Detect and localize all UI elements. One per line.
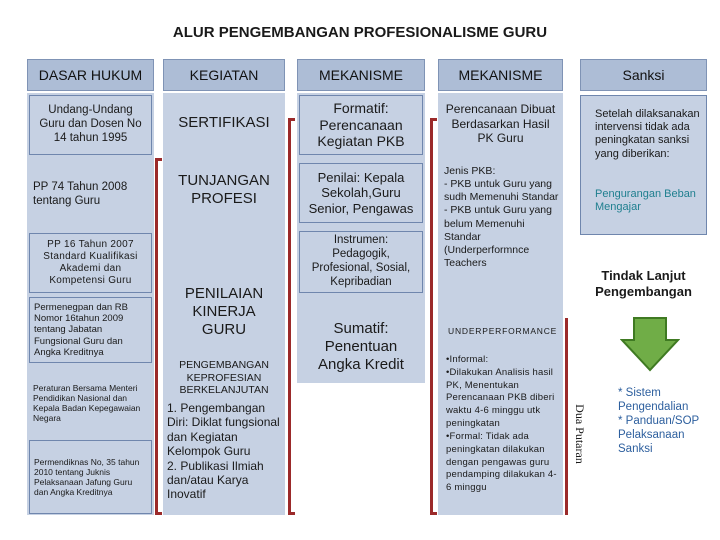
header-mekanisme-1: MEKANISME [297, 59, 425, 91]
underperformance-title: UNDERPERFORMANCE [448, 326, 558, 336]
mekanisme-perencanaan: Perencanaan Dibuat Berdasarkan Hasil PK Guru [445, 102, 556, 146]
connector-notch [430, 118, 437, 121]
dasar-hukum-uu-guru-dosen: Undang-Undang Guru dan Dosen No 14 tahun 1995 [29, 95, 152, 155]
page-title: ALUR PENGEMBANGAN PROFESIONALISME GURU [172, 24, 548, 41]
down-arrow-icon [620, 316, 680, 372]
mekanisme-sumatif: Sumatif: Penentuan Angka Kredit [318, 320, 404, 373]
sanksi-setelah: Setelah dilaksanakan intervensi tidak ada peningkatan sanksi yang diberikan: [595, 108, 700, 160]
dasar-hukum-permenegpan: Permenegpan dan RB Nomor 16tahun 2009 tentang Jabatan Fungsional Guru dan Angka Kreditnya [29, 297, 152, 363]
mekanisme-penilai: Penilai: Kepala Sekolah,Guru Senior, Pengawas [299, 163, 423, 223]
mekanisme-formatif: Formatif: Perencanaan Kegiatan PKB [299, 95, 423, 155]
connector-line-right [430, 120, 433, 515]
sistem-pengendalian: * Sistem Pengendalian * Panduan/SOP Pelaksanaan Sanksi [618, 387, 699, 456]
connector-line-underperformance [565, 318, 568, 515]
kegiatan-pkb-title: PENGEMBANGAN KEPROFESIAN BERKELANJUTAN [179, 359, 269, 397]
header-sanksi: Sanksi [580, 59, 707, 91]
dasar-hukum-pp-16: PP 16 Tahun 2007 Standard Kualifikasi Akademi dan Kompetensi Guru [29, 233, 152, 293]
mekanisme-jenis-pkb: Jenis PKB: - PKB untuk Guru yang sudh Memenuhi Standar - PKB untuk Guru yang belum Memenuhi Standar (Underperformnce Teachers [444, 165, 559, 269]
connector-notch [288, 118, 295, 121]
underperformance-items: •Informal: •Dilakukan Analisis hasil PK, Menentukan Perencanaan PKB diberi waktu 4-6 minggu utk peningkatan •Formal: Tidak ada peningkatan dilakukan dengan pengawas guru pendamping dilakukan 4- 6 minggu [446, 354, 557, 494]
dua-putaran-label: Dua Putaran [573, 404, 587, 464]
sanksi-pengurangan-beban: Pengurangan Beban Mengajar [595, 188, 696, 214]
connector-notch [288, 512, 295, 515]
mekanisme-instrumen: Instrumen: Pedagogik, Profesional, Sosial, Kepribadian [299, 231, 423, 293]
connector-notch [155, 158, 162, 161]
kegiatan-sertifikasi: SERTIFIKASI [178, 114, 270, 131]
header-mekanisme-2: MEKANISME [438, 59, 563, 91]
sanksi-box [580, 95, 707, 235]
kegiatan-tunjangan-profesi: TUNJANGAN PROFESI [178, 172, 270, 207]
connector-notch [155, 512, 162, 515]
connector-line-middle [288, 120, 291, 515]
kegiatan-pkb-items: 1. Pengembangan Diri: Diklat fungsional dan Kegiatan Kelompok Guru 2. Publikasi Ilmiah dan/atau Karya Inovatif [167, 401, 280, 502]
connector-notch [430, 512, 437, 515]
dasar-hukum-pp-74: PP 74 Tahun 2008 tentang Guru [33, 181, 128, 207]
header-kegiatan: KEGIATAN [163, 59, 285, 91]
kegiatan-penilaian-kinerja: PENILAIAN KINERJA GURU [184, 285, 264, 338]
tindak-lanjut-pengembangan: Tindak Lanjut Pengembangan [595, 268, 692, 299]
header-dasar-hukum: DASAR HUKUM [27, 59, 154, 91]
connector-line-left [155, 160, 158, 515]
dasar-hukum-peraturan-bersama: Peraturan Bersama Menteri Pendidikan Nasional dan Kepala Badan Kepegawaian Negara [33, 382, 141, 424]
dasar-hukum-permendiknas-35: Permendiknas No, 35 tahun 2010 tentang Juknis Pelaksanaan Jafung Guru dan Angka Kreditnya [29, 440, 152, 514]
